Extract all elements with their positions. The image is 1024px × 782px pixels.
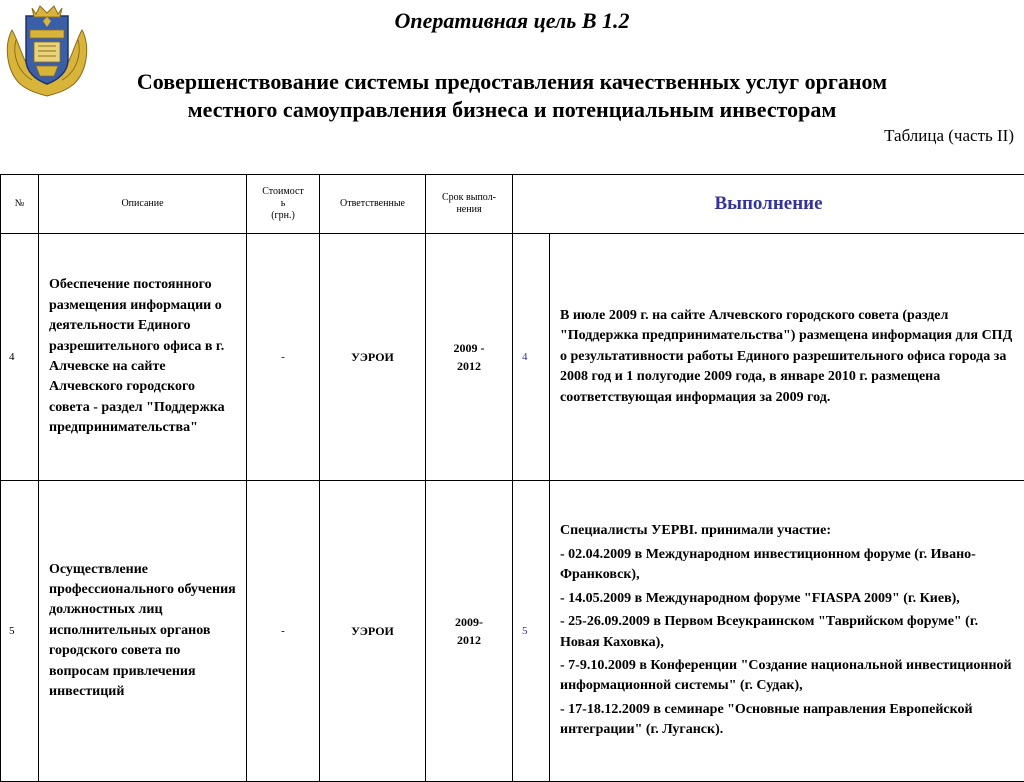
row-number: 4 [1, 234, 39, 481]
row-execution-number: 4 [513, 234, 550, 481]
header-responsible: Ответственные [320, 175, 426, 234]
execution-info-line: - 02.04.2009 в Международном инвестиционном форуме (г. Ивано-Франковск), [560, 545, 1014, 586]
execution-info-line: - 7-9.10.2009 в Конференции "Создание национальной инвестиционной информационной системы" (г. Судак), [560, 656, 1014, 697]
row-number: 5 [1, 481, 39, 782]
row-responsible: УЭРОИ [320, 481, 426, 782]
header-term [426, 175, 513, 234]
execution-info-line: - 14.05.2009 в Международном форуме "FIASPA 2009" (г. Киев), [560, 589, 1014, 609]
header-term-line-1: Срок выпол- [426, 192, 512, 204]
header-cost-line-2: ь [247, 198, 319, 210]
header-term-line-2: нения [426, 204, 512, 216]
table-row [1, 234, 1024, 481]
row-description: Обеспечение постоянного размещения информации о деятельности Единого разрешительного офиса в г. Алчевске на сайте Алчевского городского совета - раздел "Поддержка предпринимательства" [39, 234, 247, 481]
row-term-line-2: 2012 [426, 631, 512, 649]
page-title-line-1: Совершенствование системы предоставления качественных услуг органом [60, 68, 964, 96]
operational-goal-table [0, 174, 1024, 782]
execution-info-line: Специалисты УЕРВІ. принимали участие: [560, 521, 1014, 541]
row-description: Осуществление профессионального обучения должностных лиц исполнительных органов городского совета по вопросам привлечения инвестиций [39, 481, 247, 782]
header-cost-line-1: Стоимост [247, 186, 319, 198]
header-execution: Выполнение [513, 175, 1024, 234]
header-description: Описание [39, 175, 247, 234]
row-term-line-1: 2009 - [426, 339, 512, 357]
row-responsible: УЭРОИ [320, 234, 426, 481]
execution-info-line: - 17-18.12.2009 в семинаре "Основные направления Европейской интеграции" (г. Луганск). [560, 700, 1014, 741]
row-term [426, 481, 513, 782]
execution-info-line: В июле 2009 г. на сайте Алчевского городского совета (раздел "Поддержка предпринимательства") размещена информация для СПД о результативности работы Единого разрешительного офиса города за 2008 год и 1 полугодие 2009 года, в январе 2010 г. размещена соответствующая информация за 2009 год. [560, 306, 1014, 408]
page-title-line-2: местного самоуправления бизнеса и потенциальным инвесторам [60, 96, 964, 124]
row-cost: - [247, 234, 320, 481]
header-cost-line-3: (грн.) [247, 210, 319, 222]
row-execution-number: 5 [513, 481, 550, 782]
header-cost [247, 175, 320, 234]
row-execution-info [550, 234, 1024, 481]
slide-title: Оперативная цель В 1.2 [0, 8, 1024, 34]
table-caption: Таблица (часть II) [884, 126, 1014, 146]
row-cost: - [247, 481, 320, 782]
table-header-row [1, 175, 1024, 234]
row-term [426, 234, 513, 481]
execution-info-line: - 25-26.09.2009 в Первом Всеукраинском "Таврийском форуме" (г. Новая Каховка), [560, 612, 1014, 653]
row-term-line-2: 2012 [426, 357, 512, 375]
page-title [60, 68, 964, 124]
table-row [1, 481, 1024, 782]
row-execution-info [550, 481, 1024, 782]
header-number: № [1, 175, 39, 234]
row-term-line-1: 2009- [426, 613, 512, 631]
